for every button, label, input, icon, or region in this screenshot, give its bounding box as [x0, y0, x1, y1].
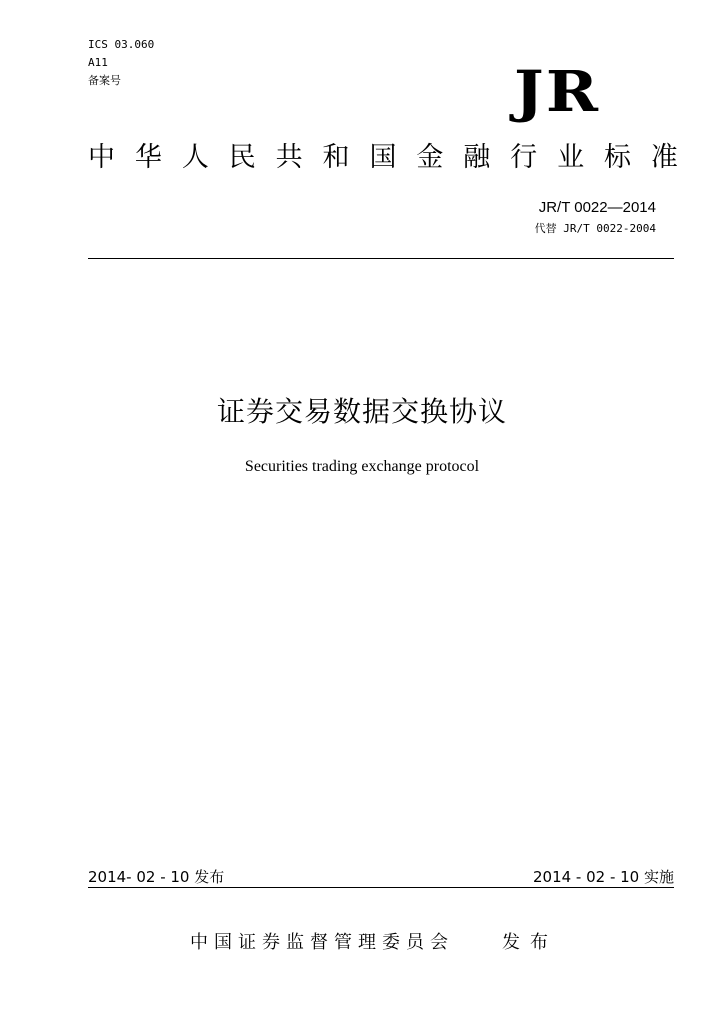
industry-title-char: 和: [322, 142, 350, 173]
industry-title-char: 标: [603, 142, 631, 173]
publish-date: 2014- 02 - 10 发布: [88, 868, 225, 886]
jr-logo: JR: [514, 59, 601, 125]
document-title-english: Securities trading exchange protocol: [244, 458, 480, 475]
record-number-label: 备案号: [88, 74, 121, 87]
industry-title-char: 业: [557, 142, 585, 173]
industry-title-char: 准: [650, 142, 678, 173]
classification-code: A11: [88, 56, 108, 69]
standard-number: JR/T 0022—2014: [538, 199, 656, 216]
bottom-divider: [88, 887, 674, 888]
issuing-authority: 中国证券监督管理委员会: [190, 932, 454, 953]
industry-title-char: 融: [463, 142, 491, 173]
industry-title-char: 国: [369, 142, 397, 173]
issue-label: 发布: [502, 932, 558, 953]
ics-code: ICS 03.060: [88, 38, 155, 51]
industry-title-char: 人: [181, 142, 209, 173]
industry-title-char: 中: [88, 142, 115, 173]
replaces-standard: 代替 JR/T 0022-2004: [534, 222, 656, 235]
top-divider: [88, 258, 674, 259]
industry-title-char: 民: [228, 142, 256, 173]
industry-title-char: 华: [134, 142, 162, 173]
implementation-date: 2014 - 02 - 10 实施: [532, 868, 674, 886]
industry-title-char: 行: [510, 142, 538, 173]
industry-title-char: 金: [416, 142, 444, 173]
industry-title-char: 共: [275, 142, 303, 173]
document-title-chinese: 证券交易数据交换协议: [216, 395, 507, 428]
industry-standard-title: [88, 138, 678, 178]
